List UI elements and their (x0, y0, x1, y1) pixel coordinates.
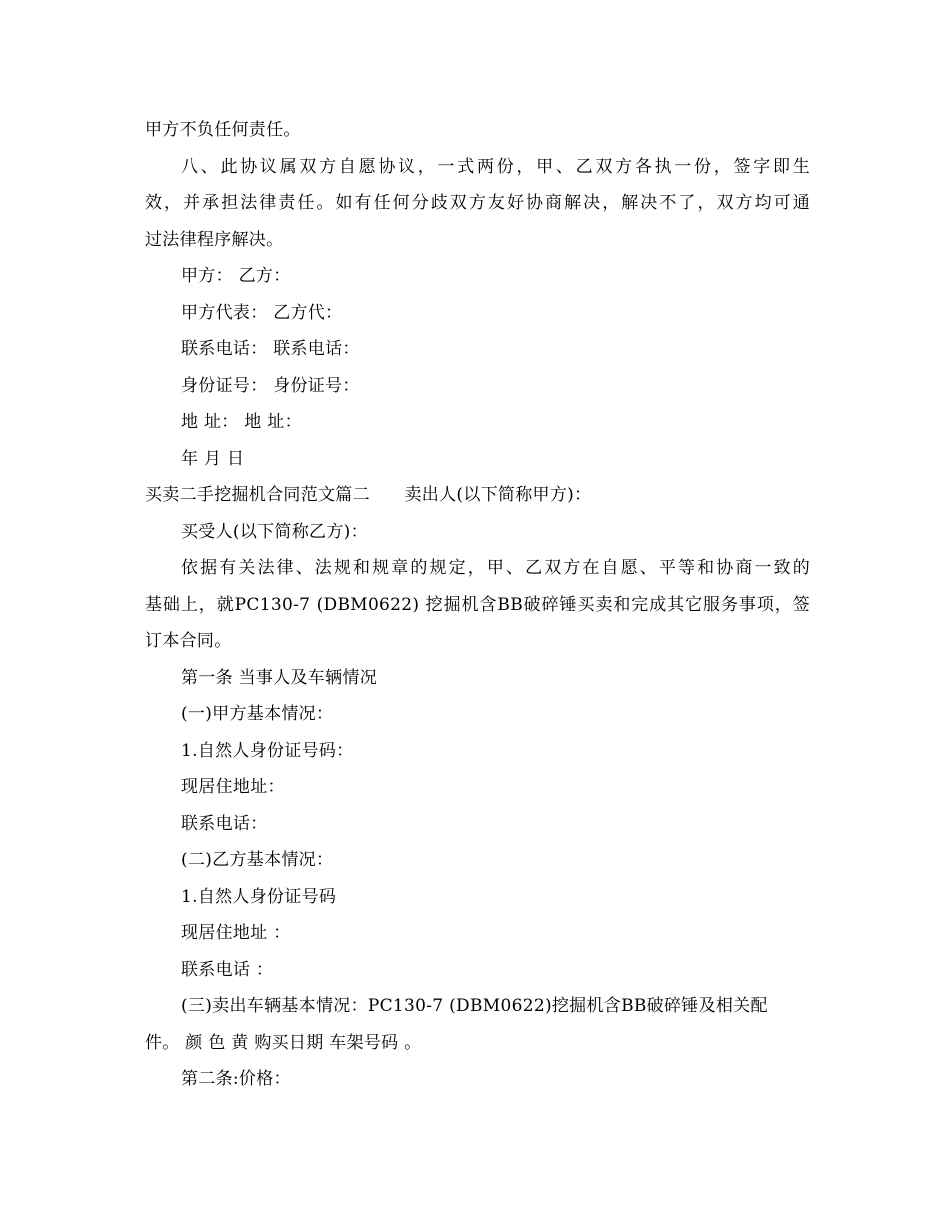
text-line: 效，并承担法律责任。如有任何分歧双方友好协商解决，解决不了，双方均可通 (145, 193, 810, 213)
text-line: 买卖二手挖掘机合同范文篇二 卖出人(以下简称甲方)： (145, 485, 592, 505)
document-body (145, 112, 810, 1098)
text-line: 现居住地址： (181, 777, 285, 797)
text-line: 依据有关法律、法规和规章的规定，甲、乙双方在自愿、平等和协商一致的 (181, 558, 810, 578)
text-line: 1.自然人身份证号码 (181, 886, 337, 907)
text-line: 地 址： 地 址： (181, 412, 302, 432)
text-line: 联系电话 ： (181, 959, 274, 980)
text-line: 件。 颜 色 黄 购买日期 车架号码 。 (145, 1032, 422, 1053)
text-line: 甲方代表： 乙方代： (181, 302, 343, 323)
text-line: 买受人(以下简称乙方)： (181, 521, 368, 542)
text-line: 第二条:价格： (181, 1069, 291, 1089)
text-line: 订本合同。 (145, 631, 232, 651)
text-line: (二)乙方基本情况： (181, 850, 334, 870)
text-line: 联系电话： (181, 813, 268, 834)
text-line: 甲方： 乙方： (181, 266, 291, 286)
text-line: 联系电话： 联系电话： (181, 339, 360, 359)
text-line: 现居住地址 ： (181, 923, 291, 943)
text-line: 过法律程序解决。 (145, 229, 284, 250)
text-line: 1.自然人身份证号码： (181, 740, 354, 761)
text-line: 甲方不负任何责任。 (145, 120, 301, 140)
text-line: 年 月 日 (181, 448, 245, 469)
text-line: 基础上，就PC130-7 (DBM0622) 挖掘机含BB破碎锤买卖和完成其它服务事项，签 (145, 594, 810, 615)
text-line: 身份证号： 身份证号： (181, 375, 360, 396)
text-line: (三)卖出车辆基本情况：PC130-7 (DBM0622)挖掘机含BB破碎锤及相关配 (181, 996, 768, 1016)
text-line: 八、此协议属双方自愿协议，一式两份，甲、乙双方各执一份，签字即生 (181, 156, 810, 177)
text-line: 第一条 当事人及车辆情况 (181, 667, 378, 688)
text-line: (一)甲方基本情况： (181, 704, 334, 724)
